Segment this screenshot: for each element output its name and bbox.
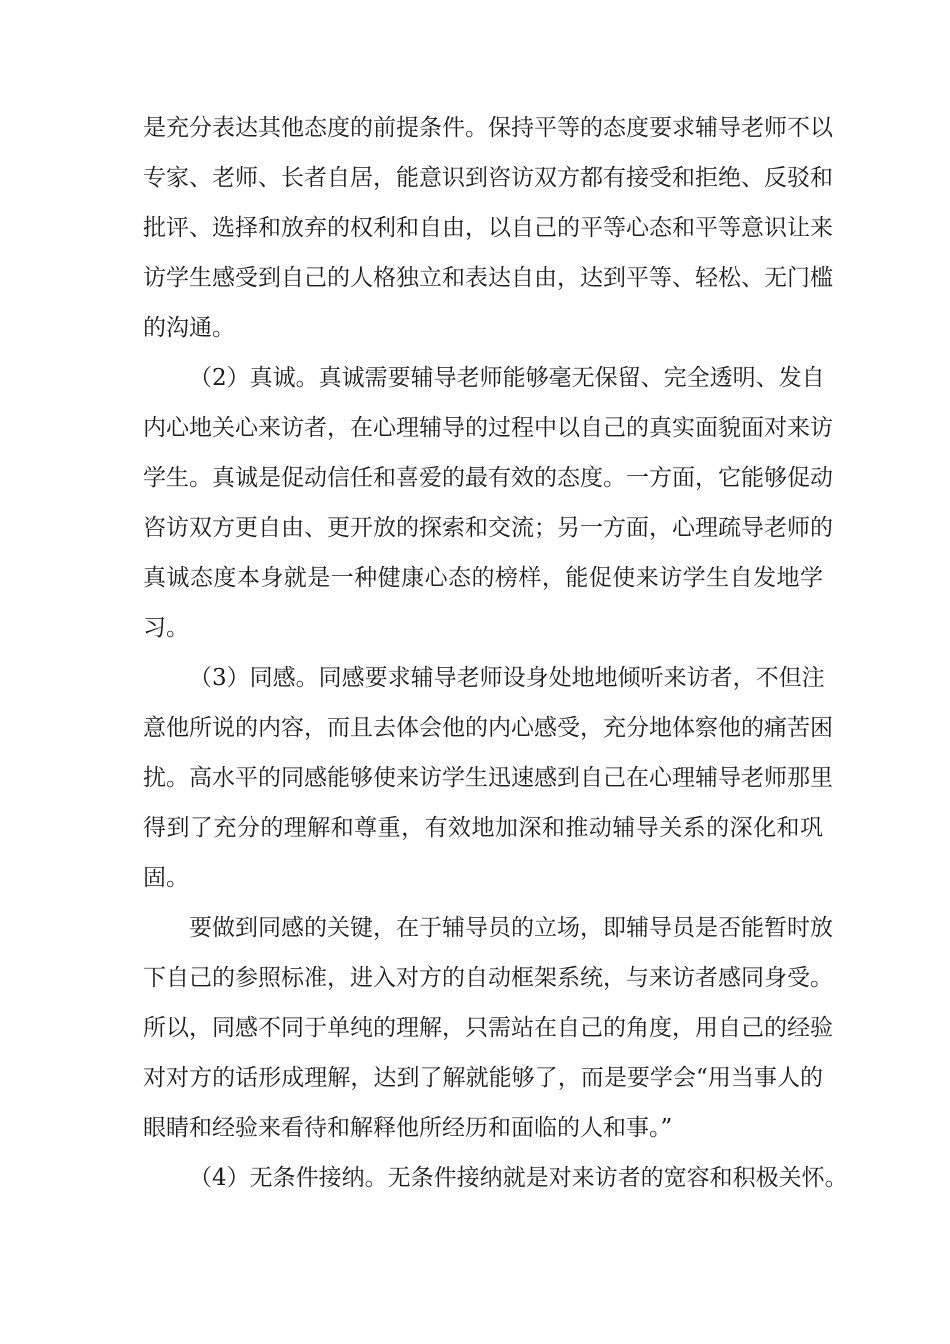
text-line: 批评、选择和放弃的权利和自由，以自己的平等心态和平等意识让来 xyxy=(143,215,833,241)
text-line: 眼睛和经验来看待和解释他所经历和面临的人和事。” xyxy=(143,1115,673,1141)
paragraph-start-line: 要做到同感的关键，在于辅导员的立场，即辅导员是否能暂时放 xyxy=(189,915,833,941)
text-line: 扰。高水平的同感能够使来访学生迅速感到自己在心理辅导老师那里 xyxy=(143,765,833,791)
text-line: 得到了充分的理解和尊重，有效地加深和推动辅导关系的深化和巩 xyxy=(143,815,823,841)
text-line: 下自己的参照标准，进入对方的自动框架系统，与来访者感同身受。 xyxy=(143,965,833,991)
text-line: 专家、老师、长者自居，能意识到咨访双方都有接受和拒绝、反驳和 xyxy=(143,165,833,191)
text-line: 内心地关心来访者，在心理辅导的过程中以自己的真实面貌面对来访 xyxy=(143,415,833,441)
text-line: 固。 xyxy=(143,865,189,891)
document-body xyxy=(143,103,848,1203)
text-line: 访学生感受到自己的人格独立和表达自由，达到平等、轻松、无门槛 xyxy=(143,265,833,291)
text-line: 所以，同感不同于单纯的理解，只需站在自己的角度，用自己的经验 xyxy=(143,1015,833,1041)
text-line: 真诚态度本身就是一种健康心态的榜样，能促使来访学生自发地学 xyxy=(143,565,823,591)
text-line: 对对方的话形成理解，达到了解就能够了，而是要学会“用当事人的 xyxy=(143,1065,823,1091)
text-line: 咨访双方更自由、更开放的探索和交流；另一方面，心理疏导老师的 xyxy=(143,515,833,541)
text-line: 意他所说的内容，而且去体会他的内心感受，充分地体察他的痛苦困 xyxy=(143,715,833,741)
text-line: 习。 xyxy=(143,615,189,641)
paragraph-start-line: （2）真诚。真诚需要辅导老师能够毫无保留、完全透明、发自 xyxy=(189,365,825,391)
paragraph-start-line: （3）同感。同感要求辅导老师设身处地地倾听来访者，不但注 xyxy=(189,665,825,691)
text-line: 学生。真诚是促动信任和喜爱的最有效的态度。一方面，它能够促动 xyxy=(143,465,833,491)
text-line: 是充分表达其他态度的前提条件。保持平等的态度要求辅导老师不以 xyxy=(143,115,833,141)
text-line: 的沟通。 xyxy=(143,315,235,341)
paragraph-start-line: （4）无条件接纳。无条件接纳就是对来访者的宽容和积极关怀。 xyxy=(189,1165,848,1191)
